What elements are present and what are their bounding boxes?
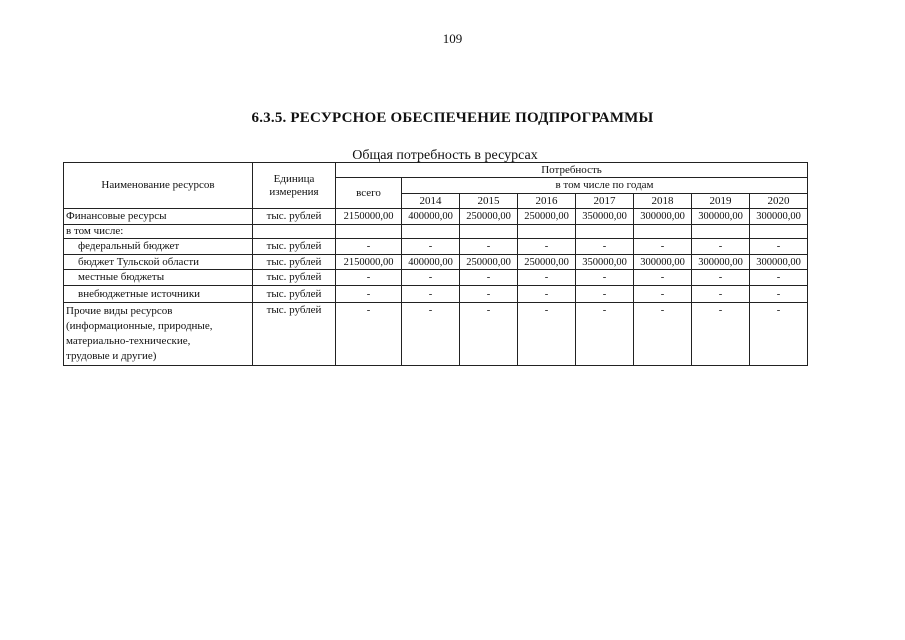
resource-table xyxy=(63,162,808,366)
empty-cell xyxy=(402,225,460,239)
page-number: 109 xyxy=(442,31,463,46)
row-year-value: - xyxy=(402,303,460,366)
table-row xyxy=(64,286,808,303)
row-year-value: - xyxy=(576,239,634,255)
row-year-value: - xyxy=(460,303,518,366)
row-year-value: - xyxy=(692,239,750,255)
row-year-value: - xyxy=(576,303,634,366)
table-row xyxy=(64,270,808,286)
header-by-years: в том числе по годам xyxy=(402,178,808,194)
empty-cell xyxy=(336,225,402,239)
row-year-value: 350000,00 xyxy=(576,255,634,270)
row-name-line: (информационные, природные, xyxy=(66,320,213,332)
row-year-value: 300000,00 xyxy=(750,255,808,270)
row-year-value: - xyxy=(634,303,692,366)
row-total: - xyxy=(336,239,402,255)
row-name-line: материально-технические, xyxy=(66,335,191,347)
row-year-value: - xyxy=(402,270,460,286)
row-unit: тыс. рублей xyxy=(253,270,336,286)
empty-cell xyxy=(253,225,336,239)
empty-cell xyxy=(750,225,808,239)
row-year-value: 300000,00 xyxy=(692,255,750,270)
header-year: 2016 xyxy=(518,194,576,209)
header-year: 2018 xyxy=(634,194,692,209)
row-year-value: 400000,00 xyxy=(402,255,460,270)
row-unit: тыс. рублей xyxy=(253,255,336,270)
table-row xyxy=(64,239,808,255)
row-year-value: 300000,00 xyxy=(692,209,750,225)
row-year-value: 300000,00 xyxy=(750,209,808,225)
header-unit xyxy=(253,163,336,209)
row-name: внебюджетные источники xyxy=(64,286,253,303)
row-name-line: Прочие виды ресурсов xyxy=(66,305,173,317)
row-name: в том числе: xyxy=(64,225,253,239)
header-year: 2020 xyxy=(750,194,808,209)
row-name: бюджет Тульской области xyxy=(64,255,253,270)
header-year: 2014 xyxy=(402,194,460,209)
row-year-value: - xyxy=(750,239,808,255)
row-year-value: - xyxy=(460,270,518,286)
row-year-value: - xyxy=(692,303,750,366)
row-year-value: - xyxy=(518,286,576,303)
row-total: - xyxy=(336,270,402,286)
row-year-value: - xyxy=(402,286,460,303)
row-year-value: - xyxy=(402,239,460,255)
table-caption: Общая потребность в ресурсах xyxy=(352,148,538,163)
empty-cell xyxy=(692,225,750,239)
row-year-value: 350000,00 xyxy=(576,209,634,225)
row-name-line: трудовые и другие) xyxy=(66,350,157,362)
row-unit: тыс. рублей xyxy=(253,286,336,303)
row-unit: тыс. рублей xyxy=(253,303,336,366)
row-year-value: 250000,00 xyxy=(518,209,576,225)
row-total: - xyxy=(336,286,402,303)
row-total: 2150000,00 xyxy=(336,209,402,225)
row-year-value: - xyxy=(460,239,518,255)
row-year-value: - xyxy=(634,286,692,303)
row-year-value: - xyxy=(750,303,808,366)
empty-cell xyxy=(460,225,518,239)
row-year-value: 300000,00 xyxy=(634,209,692,225)
row-year-value: - xyxy=(576,270,634,286)
row-year-value: - xyxy=(518,303,576,366)
table-row xyxy=(64,225,808,239)
row-unit: тыс. рублей xyxy=(253,209,336,225)
row-year-value: - xyxy=(634,239,692,255)
table-body xyxy=(64,209,808,366)
row-name-multiline xyxy=(64,303,253,366)
row-year-value: 250000,00 xyxy=(518,255,576,270)
row-unit: тыс. рублей xyxy=(253,239,336,255)
row-year-value: - xyxy=(692,270,750,286)
row-year-value: - xyxy=(460,286,518,303)
row-year-value: - xyxy=(750,286,808,303)
table-row xyxy=(64,303,808,366)
row-year-value: - xyxy=(692,286,750,303)
row-total: 2150000,00 xyxy=(336,255,402,270)
header-need: Потребность xyxy=(336,163,808,178)
row-year-value: 300000,00 xyxy=(634,255,692,270)
row-name: местные бюджеты xyxy=(64,270,253,286)
header-year: 2015 xyxy=(460,194,518,209)
row-year-value: 250000,00 xyxy=(460,209,518,225)
empty-cell xyxy=(634,225,692,239)
table-row xyxy=(64,209,808,225)
row-total: - xyxy=(336,303,402,366)
row-name: федеральный бюджет xyxy=(64,239,253,255)
row-year-value: - xyxy=(518,270,576,286)
row-year-value: 250000,00 xyxy=(460,255,518,270)
row-year-value: - xyxy=(518,239,576,255)
row-year-value: - xyxy=(634,270,692,286)
header-unit-line1: Единица xyxy=(273,172,315,185)
header-year: 2019 xyxy=(692,194,750,209)
empty-cell xyxy=(518,225,576,239)
section-title: 6.3.5. РЕСУРСНОЕ ОБЕСПЕЧЕНИЕ ПОДПРОГРАММЫ xyxy=(251,110,654,126)
empty-cell xyxy=(576,225,634,239)
header-unit-line2: измерения xyxy=(269,185,319,198)
header-total: всего xyxy=(336,178,402,209)
table-header xyxy=(64,163,808,209)
row-name: Финансовые ресурсы xyxy=(64,209,253,225)
header-resource-name: Наименование ресурсов xyxy=(64,163,253,209)
table-row xyxy=(64,255,808,270)
row-year-value: - xyxy=(576,286,634,303)
row-year-value: 400000,00 xyxy=(402,209,460,225)
row-year-value: - xyxy=(750,270,808,286)
header-year: 2017 xyxy=(576,194,634,209)
